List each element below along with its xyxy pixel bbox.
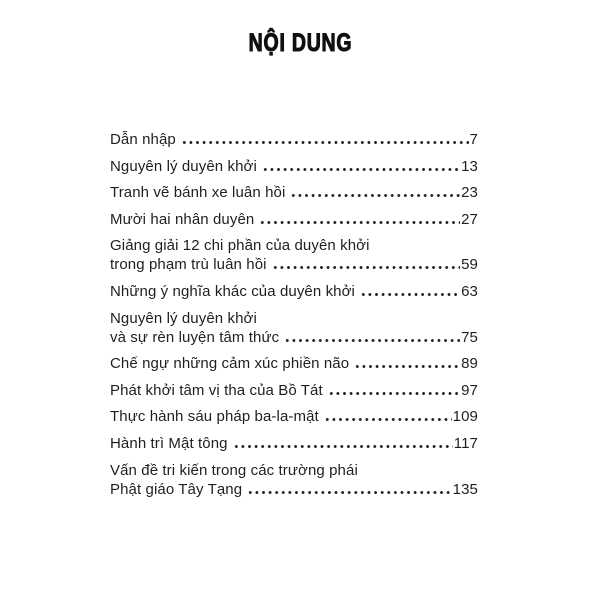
page-number: 97 bbox=[461, 381, 478, 399]
toc-entry-label: Thực hành sáu pháp ba-la-mật bbox=[110, 408, 319, 426]
toc-entry-line bbox=[110, 480, 478, 499]
toc-entry bbox=[110, 282, 478, 301]
toc-entry-line bbox=[110, 157, 478, 176]
toc-list bbox=[110, 130, 478, 506]
toc-entry-label: Mười hai nhân duyên bbox=[110, 210, 255, 228]
page-number: 63 bbox=[461, 282, 478, 300]
toc-entry-label: Nguyên lý duyên khởi bbox=[110, 157, 257, 175]
page-title-text: NỘI DUNG bbox=[248, 29, 352, 57]
toc-entry bbox=[110, 130, 478, 149]
page-number: 89 bbox=[461, 355, 478, 373]
dot-leader bbox=[284, 339, 460, 342]
toc-entry-label: Dẫn nhập bbox=[110, 131, 176, 148]
toc-entry-label: Những ý nghĩa khác của duyên khởi bbox=[110, 282, 355, 300]
toc-entry-line bbox=[110, 354, 478, 373]
dot-leader bbox=[259, 221, 460, 224]
toc-entry-line bbox=[110, 236, 478, 255]
toc-entry bbox=[110, 461, 478, 499]
toc-entry-label: Hành trì Mật tông bbox=[110, 434, 228, 452]
toc-entry-label: Giảng giải 12 chi phần của duyên khởi bbox=[110, 237, 370, 255]
page-number: 13 bbox=[461, 157, 478, 175]
dot-leader bbox=[181, 141, 469, 144]
page-number: 7 bbox=[469, 131, 478, 148]
toc-entry-label: trong phạm trù luân hồi bbox=[110, 256, 267, 274]
page-number: 59 bbox=[461, 256, 478, 274]
toc-entry-line bbox=[110, 407, 478, 426]
toc-entry-line bbox=[110, 381, 478, 400]
toc-entry-line bbox=[110, 255, 478, 274]
toc-entry bbox=[110, 434, 478, 453]
page-number: 27 bbox=[461, 210, 478, 228]
toc-entry-line bbox=[110, 183, 478, 202]
toc-entry bbox=[110, 157, 478, 176]
toc-entry-line bbox=[110, 210, 478, 229]
toc-entry-line bbox=[110, 130, 478, 149]
toc-entry bbox=[110, 309, 478, 347]
toc-entry-line bbox=[110, 461, 478, 480]
page-number: 109 bbox=[452, 408, 478, 426]
dot-leader bbox=[360, 293, 460, 296]
toc-entry-label: Vấn đề tri kiến trong các trường phái bbox=[110, 461, 358, 479]
toc-entry-label: Phát khởi tâm vị tha của Bồ Tát bbox=[110, 381, 323, 399]
dot-leader bbox=[328, 392, 460, 395]
toc-entry-label: và sự rèn luyện tâm thức bbox=[110, 328, 280, 346]
toc-entry bbox=[110, 183, 478, 202]
dot-leader bbox=[247, 491, 452, 494]
toc-entry-label: Nguyên lý duyên khởi bbox=[110, 309, 257, 327]
page-number: 117 bbox=[453, 434, 478, 452]
page-number: 23 bbox=[461, 184, 478, 202]
toc-entry-line bbox=[110, 434, 478, 453]
dot-leader bbox=[354, 365, 460, 368]
page-number: 75 bbox=[461, 328, 478, 346]
dot-leader bbox=[324, 418, 452, 421]
toc-entry-label: Phật giáo Tây Tạng bbox=[110, 480, 243, 498]
toc-entry-line bbox=[110, 309, 478, 328]
dot-leader bbox=[290, 194, 460, 197]
toc-entry bbox=[110, 354, 478, 373]
page-title bbox=[0, 31, 600, 59]
toc-entry-line bbox=[110, 328, 478, 347]
toc-entry-line bbox=[110, 282, 478, 301]
toc-entry-label: Tranh vẽ bánh xe luân hồi bbox=[110, 184, 286, 202]
dot-leader bbox=[262, 168, 460, 171]
dot-leader bbox=[233, 445, 453, 448]
dot-leader bbox=[272, 266, 461, 269]
toc-entry bbox=[110, 381, 478, 400]
toc-entry bbox=[110, 407, 478, 426]
page-number: 135 bbox=[452, 480, 478, 498]
toc-entry bbox=[110, 236, 478, 274]
toc-entry bbox=[110, 210, 478, 229]
toc-entry-label: Chế ngự những cảm xúc phiền não bbox=[110, 355, 350, 373]
